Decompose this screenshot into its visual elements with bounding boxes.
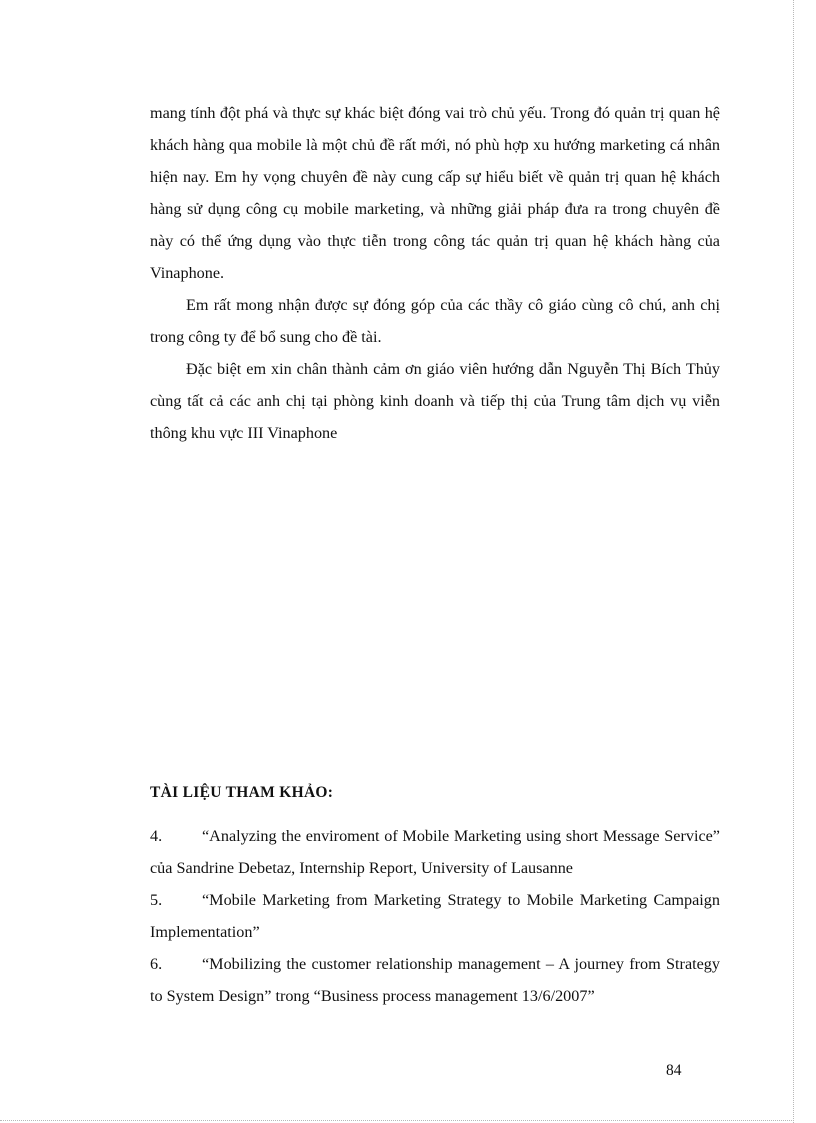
- reference-text: “Mobile Marketing from Marketing Strategy to Mobile Marketing Campaign Implementation”: [150, 891, 720, 941]
- paragraph-3: Đặc biệt em xin chân thành cảm ơn giáo viên hướng dẫn Nguyễn Thị Bích Thủy cùng tất cả các anh chị tại phòng kinh doanh và tiếp thị của Trung tâm dịch vụ viễn thông khu vực III Vinaphone: [150, 360, 720, 442]
- page-number: 84: [666, 1062, 682, 1079]
- page-border-bottom: [0, 1120, 794, 1121]
- reference-item: [150, 884, 720, 948]
- reference-item: [150, 820, 720, 884]
- reference-number: 4.: [150, 827, 163, 845]
- references-section: [150, 777, 720, 1012]
- reference-item: [150, 948, 720, 1012]
- paragraph-2: Em rất mong nhận được sự đóng góp của các thầy cô giáo cùng cô chú, anh chị trong công ty để bổ sung cho đề tài.: [150, 296, 720, 346]
- reference-number: 6.: [150, 955, 163, 973]
- reference-text: “Mobilizing the customer relationship management – A journey from Strategy to System Design” trong “Business process management 13/6/2007”: [150, 955, 720, 1005]
- reference-number: 5.: [150, 891, 163, 909]
- reference-text: “Analyzing the enviroment of Mobile Marketing using short Message Service” của Sandrine Debetaz, Internship Report, University of Lausanne: [150, 827, 720, 877]
- body-text: [150, 97, 720, 449]
- paragraph-1: mang tính đột phá và thực sự khác biệt đóng vai trò chủ yếu. Trong đó quản trị quan hệ khách hàng qua mobile là một chủ đề rất mới, nó phù hợp xu hướng marketing cá nhân hiện nay. Em hy vọng chuyên đề này cung cấp sự hiểu biết về quản trị quan hệ khách hàng sử dụng công cụ mobile marketing, và những giải pháp đưa ra trong chuyên đề này có thể ứng dụng vào thực tiễn trong công tác quản trị quan hệ khách hàng của Vinaphone.: [150, 104, 720, 282]
- references-heading: TÀI LIỆU THAM KHẢO:: [150, 784, 334, 801]
- page-border-right: [793, 0, 794, 1123]
